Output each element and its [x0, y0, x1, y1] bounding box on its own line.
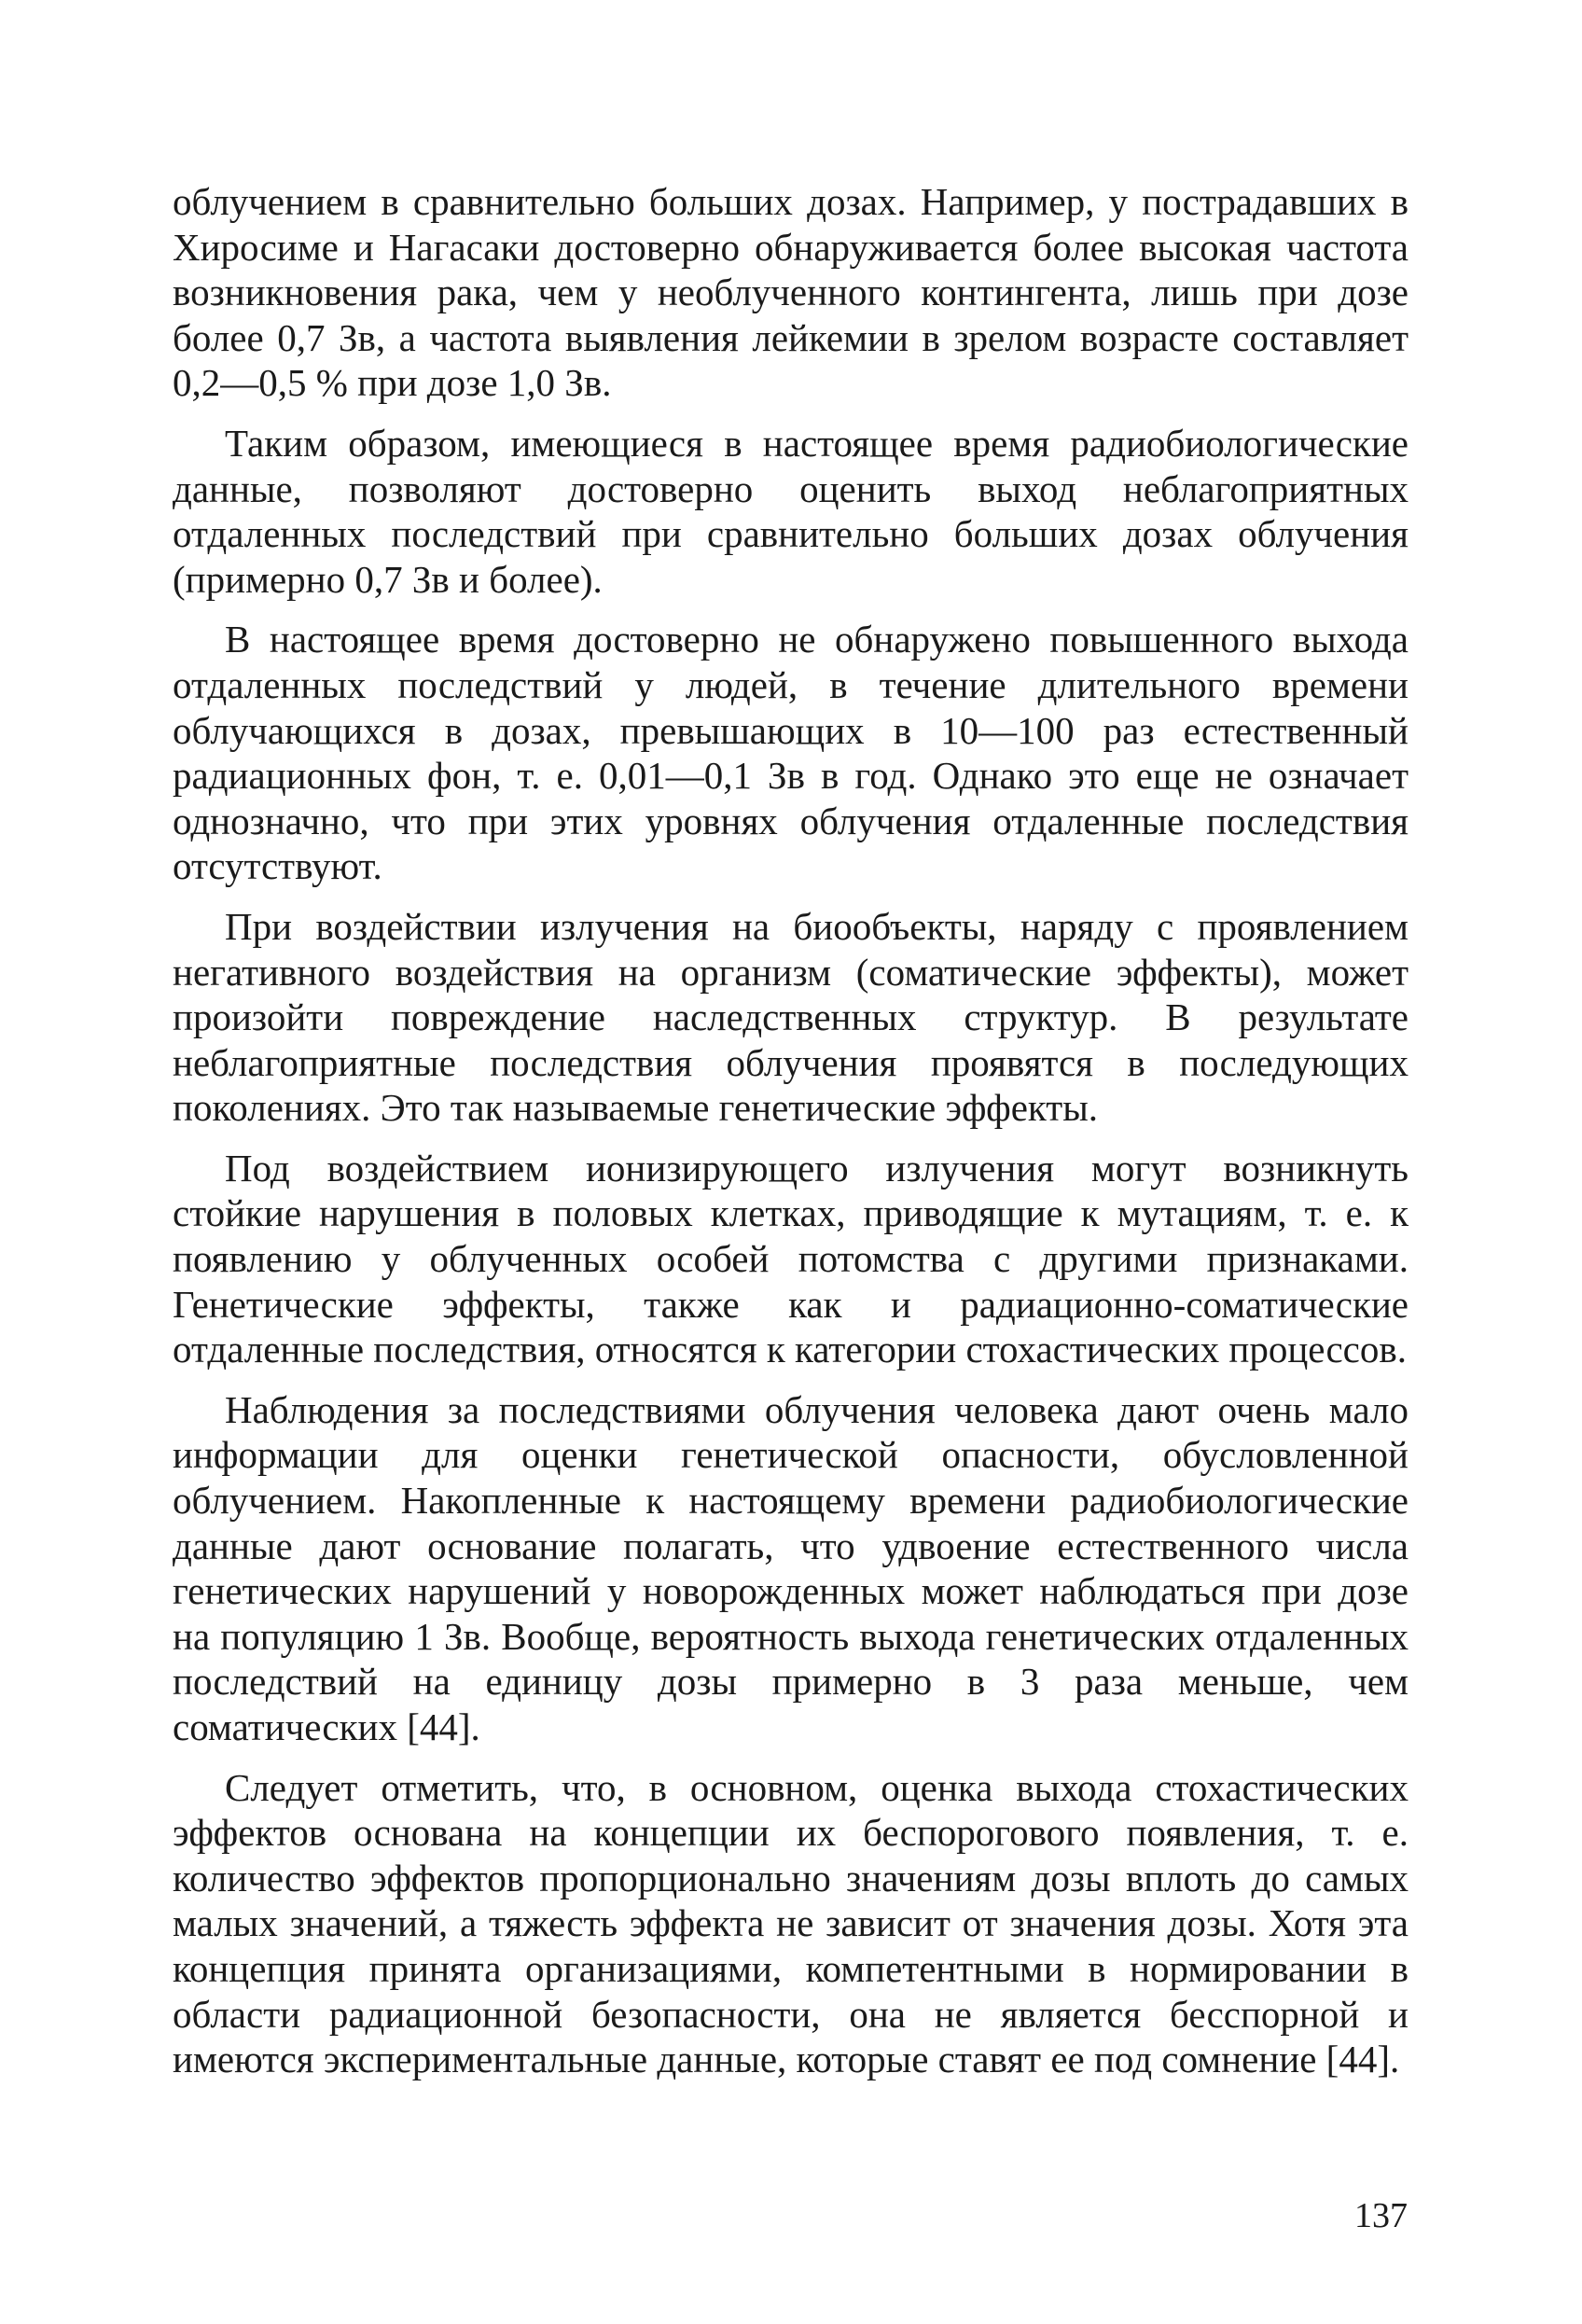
paragraph: При воздействии излучения на биообъекты, наряду с проявлением негативного воздействия на организм (соматические эффекты), может произойти повреждение наследственных структур. В результате неблагоприятные последствия облучения проявятся в последующих поколениях. Это так называемые генетические эффекты. — [173, 904, 1409, 1130]
paragraph: Следует отметить, что, в основном, оценка выхода стохастических эффектов основана на концепции их беспорогового появления, т. е. количество эффектов пропорционально значениям дозы вплоть до самых малых значений, а тяжесть эффекта не зависит от значения дозы. Хотя эта концепция принята организациями, компетентными в нормировании в области радиационной безопасности, она не является бесспорной и имеются экспериментальные данные, которые ставят ее под сомнение [44]. — [173, 1765, 1409, 2081]
body-text — [173, 179, 1409, 2097]
paragraph: Под воздействием ионизирующего излучения могут возникнуть стойкие нарушения в половых клетках, приводящие к мутациям, т. е. к появлению у облученных особей потомства с другими признаками. Генетические эффекты, также как и радиационно-соматические отдаленные последствия, относятся к категории стохастических процессов. — [173, 1146, 1409, 1371]
paragraph: Наблюдения за последствиями облучения человека дают очень мало информации для оценки генетической опасности, обусловленной облучением. Накопленные к настоящему времени радиобиологические данные дают основание полагать, что удвоение естественного числа генетических нарушений у новорожденных может наблюдаться при дозе на популяцию 1 Зв. Вообще, вероятность выхода генетических отдаленных последствий на единицу дозы примерно в 3 раза меньше, чем соматических [44]. — [173, 1387, 1409, 1748]
page-number: 137 — [1354, 2196, 1408, 2235]
paragraph: Таким образом, имеющиеся в настоящее время радиобиологические данные, позволяют достоверно оценить выход неблагоприятных отдаленных последствий при сравнительно больших дозах облучения (примерно 0,7 Зв и более). — [173, 421, 1409, 601]
paragraph-continued: облучением в сравнительно больших дозах. Например, у пострадавших в Хиросиме и Нагасаки достоверно обнаруживается более высокая частота возникновения рака, чем у необлученного контингента, лишь при дозе более 0,7 Зв, а частота выявления лейкемии в зрелом возрасте составляет 0,2—0,5 % при дозе 1,0 Зв. — [173, 180, 1409, 405]
paragraph: В настоящее время достоверно не обнаружено повышенного выхода отдаленных последствий у людей, в течение длительного времени облучающихся в дозах, превышающих в 10—100 раз естественный радиационных фон, т. е. 0,01—0,1 Зв в год. Однако это еще не означает однозначно, что при этих уровнях облучения отдаленные последствия отсутствуют. — [173, 618, 1409, 888]
